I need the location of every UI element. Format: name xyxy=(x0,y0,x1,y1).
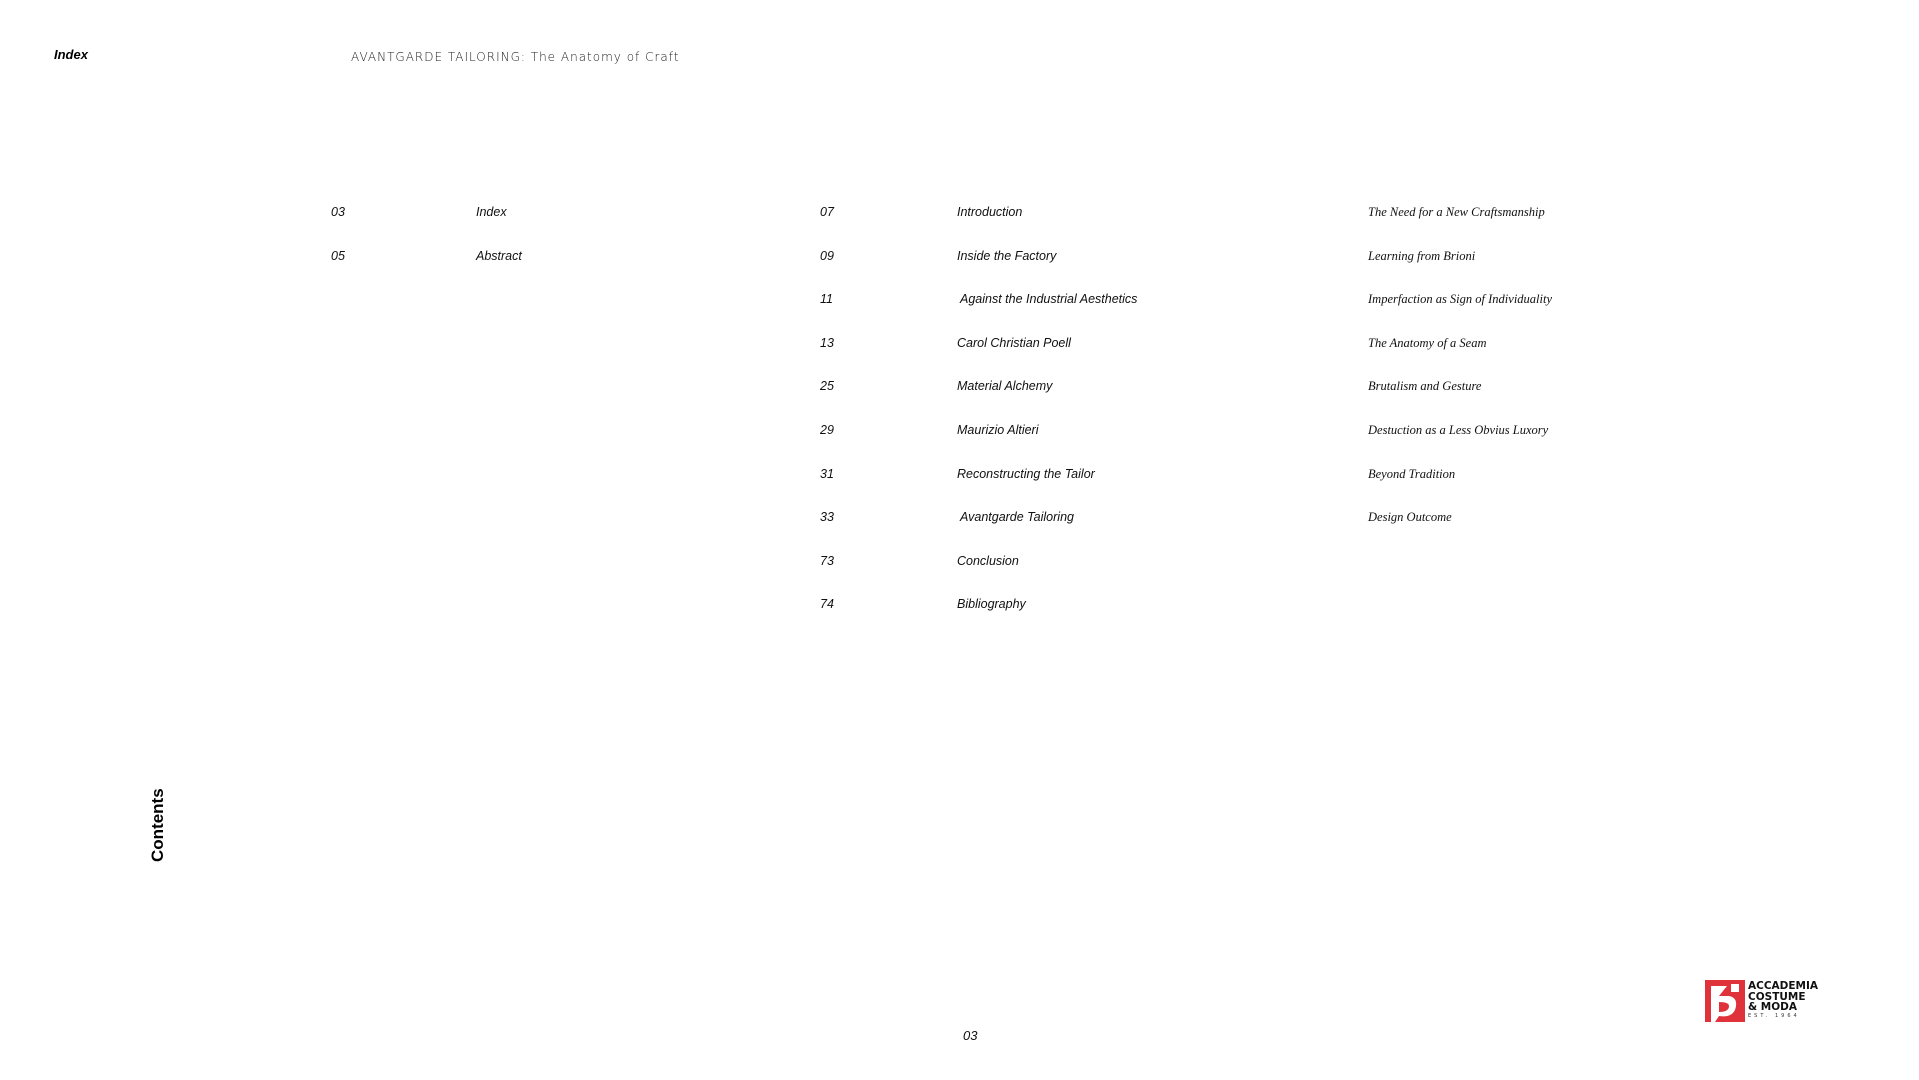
toc-title: Material Alchemy xyxy=(957,379,1053,394)
toc-page-number: 11 xyxy=(820,292,833,307)
contents-vertical-title: Contents xyxy=(148,788,167,862)
toc-title: Conclusion xyxy=(957,553,1019,568)
toc-page-number: 31 xyxy=(820,466,834,481)
toc-page-number: 33 xyxy=(820,510,834,525)
page-number: 03 xyxy=(963,1028,978,1043)
toc-page-number: 05 xyxy=(331,248,345,263)
logo-mark-icon xyxy=(1705,980,1745,1022)
toc-page-number: 25 xyxy=(820,379,834,394)
logo-wordmark: ACCADEMIA COSTUME & MODA xyxy=(1748,980,1819,1013)
toc-title: Inside the Factory xyxy=(957,248,1057,263)
toc-subtitle[interactable]: The Anatomy of a Seam xyxy=(1368,335,1487,350)
toc-page-number: 29 xyxy=(820,422,834,437)
toc-page-number: 07 xyxy=(820,205,834,219)
toc-page-number: 03 xyxy=(331,205,345,219)
toc-subtitle[interactable]: The Need for a New Craftsmanship xyxy=(1368,205,1545,219)
toc-subtitle[interactable]: Design Outcome xyxy=(1368,510,1452,525)
toc-title: Index xyxy=(476,205,507,219)
toc-title: Carol Christian Poell xyxy=(957,335,1071,350)
academy-logo xyxy=(1705,980,1835,1022)
toc-subtitle[interactable]: Learning from Brioni xyxy=(1368,248,1476,263)
toc-page-number: 74 xyxy=(820,597,834,612)
logo-established: EST. 1964 xyxy=(1748,1013,1800,1019)
toc-title: Introduction xyxy=(957,205,1023,219)
toc-title: Maurizio Altieri xyxy=(957,422,1039,437)
toc-subtitle[interactable]: Beyond Tradition xyxy=(1368,466,1456,481)
toc-subtitle[interactable]: Brutalism and Gesture xyxy=(1368,379,1482,394)
toc-title: Abstract xyxy=(476,248,522,263)
section-label: Index xyxy=(54,47,88,62)
document-title: AVANTGARDE TAILORING: The Anatomy of Craft xyxy=(351,50,680,64)
toc-page-number: 13 xyxy=(820,335,834,350)
toc-page-number: 09 xyxy=(820,248,834,263)
toc-subtitle[interactable]: Destuction as a Less Obvius Luxory xyxy=(1368,422,1549,437)
toc-title: Avantgarde Tailoring xyxy=(960,510,1074,525)
toc-title: Against the Industrial Aesthetics xyxy=(960,292,1138,307)
toc-title: Reconstructing the Tailor xyxy=(957,466,1095,481)
toc-page-number: 73 xyxy=(820,553,834,568)
toc-title: Bibliography xyxy=(957,597,1026,612)
toc-subtitle[interactable]: Imperfaction as Sign of Individuality xyxy=(1368,292,1553,307)
